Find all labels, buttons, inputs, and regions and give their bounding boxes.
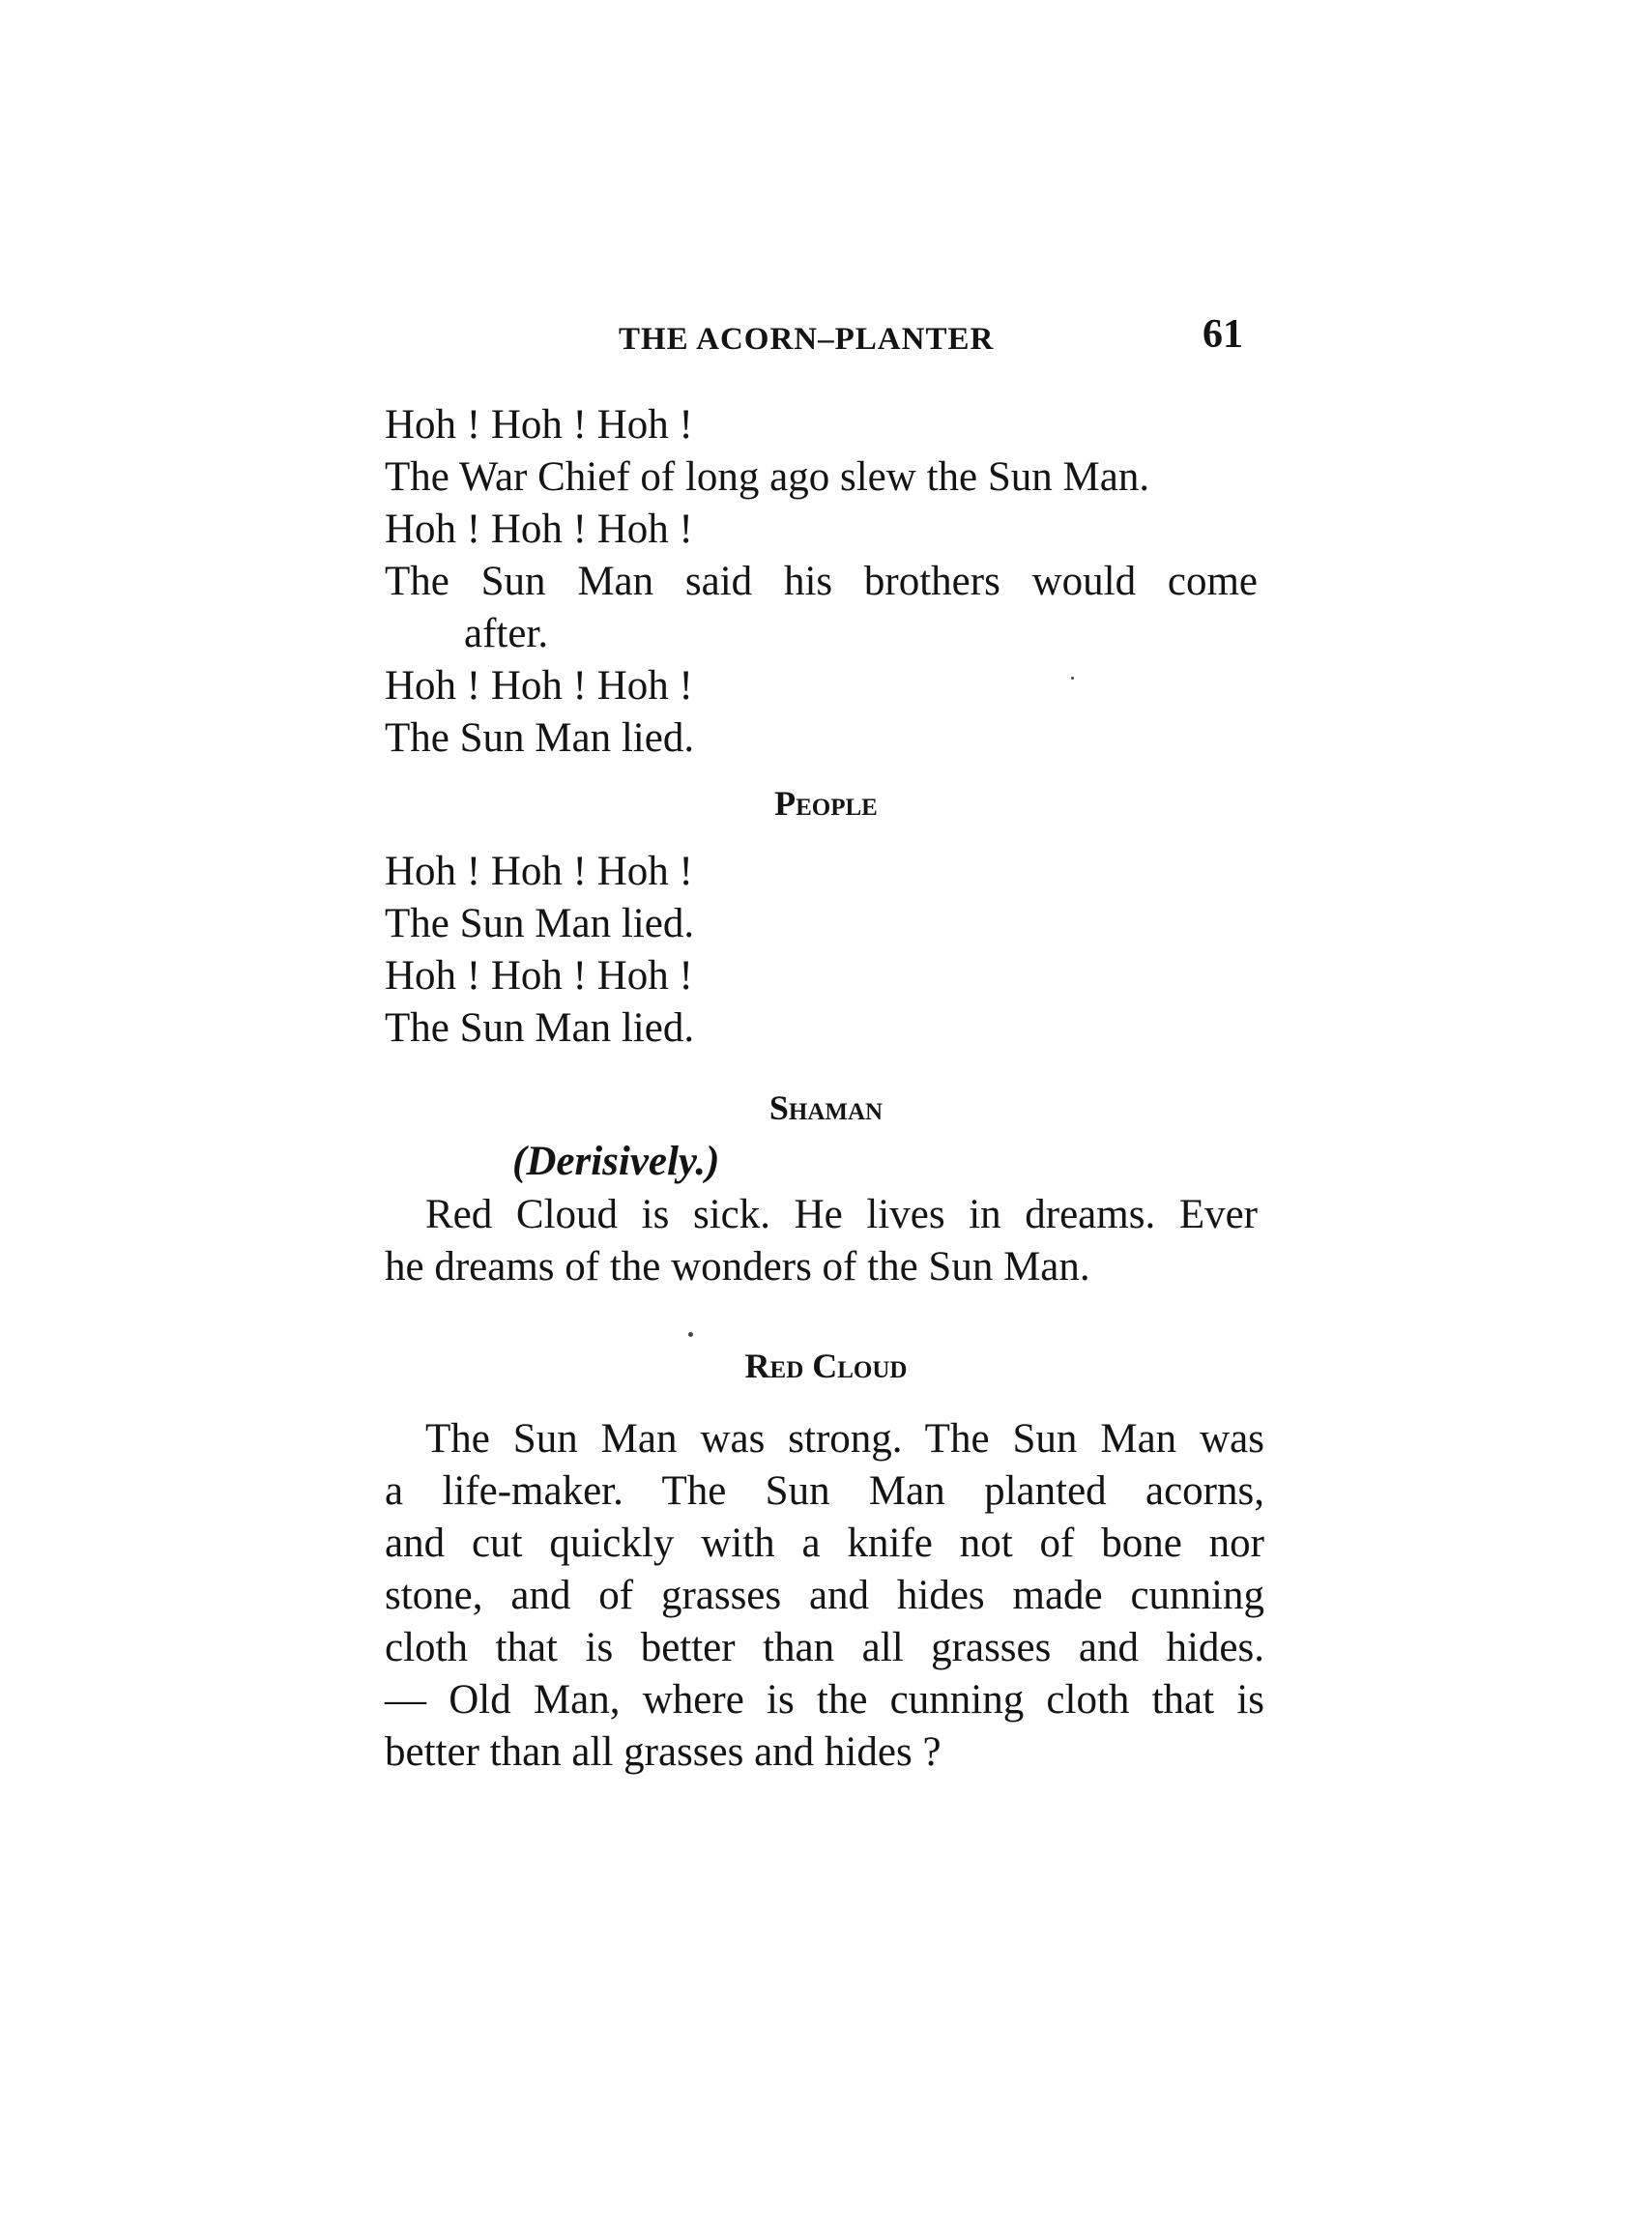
running-title: THE ACORN–PLANTER <box>619 322 995 357</box>
page-number: 61 <box>1203 312 1243 357</box>
verse-line: The Sun Man said his brothers would come <box>385 559 1258 604</box>
verse-line-continuation: after. <box>464 611 549 656</box>
speech-line: better than all grasses and hides ? <box>385 1729 942 1775</box>
verse-line: Hoh ! Hoh ! Hoh ! <box>385 953 693 999</box>
speech-line: stone, and of grasses and hides made cunning <box>385 1573 1264 1618</box>
speech-line: and cut quickly with a knife not of bone nor <box>385 1521 1264 1566</box>
verse-line: The Sun Man lied. <box>385 715 695 761</box>
verse-line: The War Chief of long ago slew the Sun Man. <box>385 454 1150 500</box>
speech-line: The Sun Man was strong. The Sun Man was <box>425 1416 1264 1462</box>
print-speck <box>1071 677 1074 680</box>
speech-line: cloth that is better than all grasses and hides. <box>385 1625 1264 1670</box>
speech-line: — Old Man, where is the cunning cloth that is <box>385 1677 1264 1723</box>
speaker-red-cloud: Red Cloud <box>744 1347 908 1385</box>
stage-direction: (Derisively.) <box>512 1139 720 1184</box>
speech-line: Red Cloud is sick. He lives in dreams. Ever <box>425 1192 1258 1237</box>
verse-line: Hoh ! Hoh ! Hoh ! <box>385 507 693 552</box>
speech-line: a life-maker. The Sun Man planted acorns, <box>385 1468 1264 1514</box>
verse-line: Hoh ! Hoh ! Hoh ! <box>385 402 693 448</box>
verse-line: The Sun Man lied. <box>385 901 695 946</box>
speaker-shaman: Shaman <box>768 1088 884 1127</box>
verse-line: The Sun Man lied. <box>385 1005 695 1051</box>
verse-line: Hoh ! Hoh ! Hoh ! <box>385 663 693 709</box>
print-speck <box>688 1332 693 1337</box>
speaker-people: People <box>774 784 878 823</box>
speech-line: he dreams of the wonders of the Sun Man. <box>385 1244 1090 1290</box>
verse-line: Hoh ! Hoh ! Hoh ! <box>385 849 693 894</box>
